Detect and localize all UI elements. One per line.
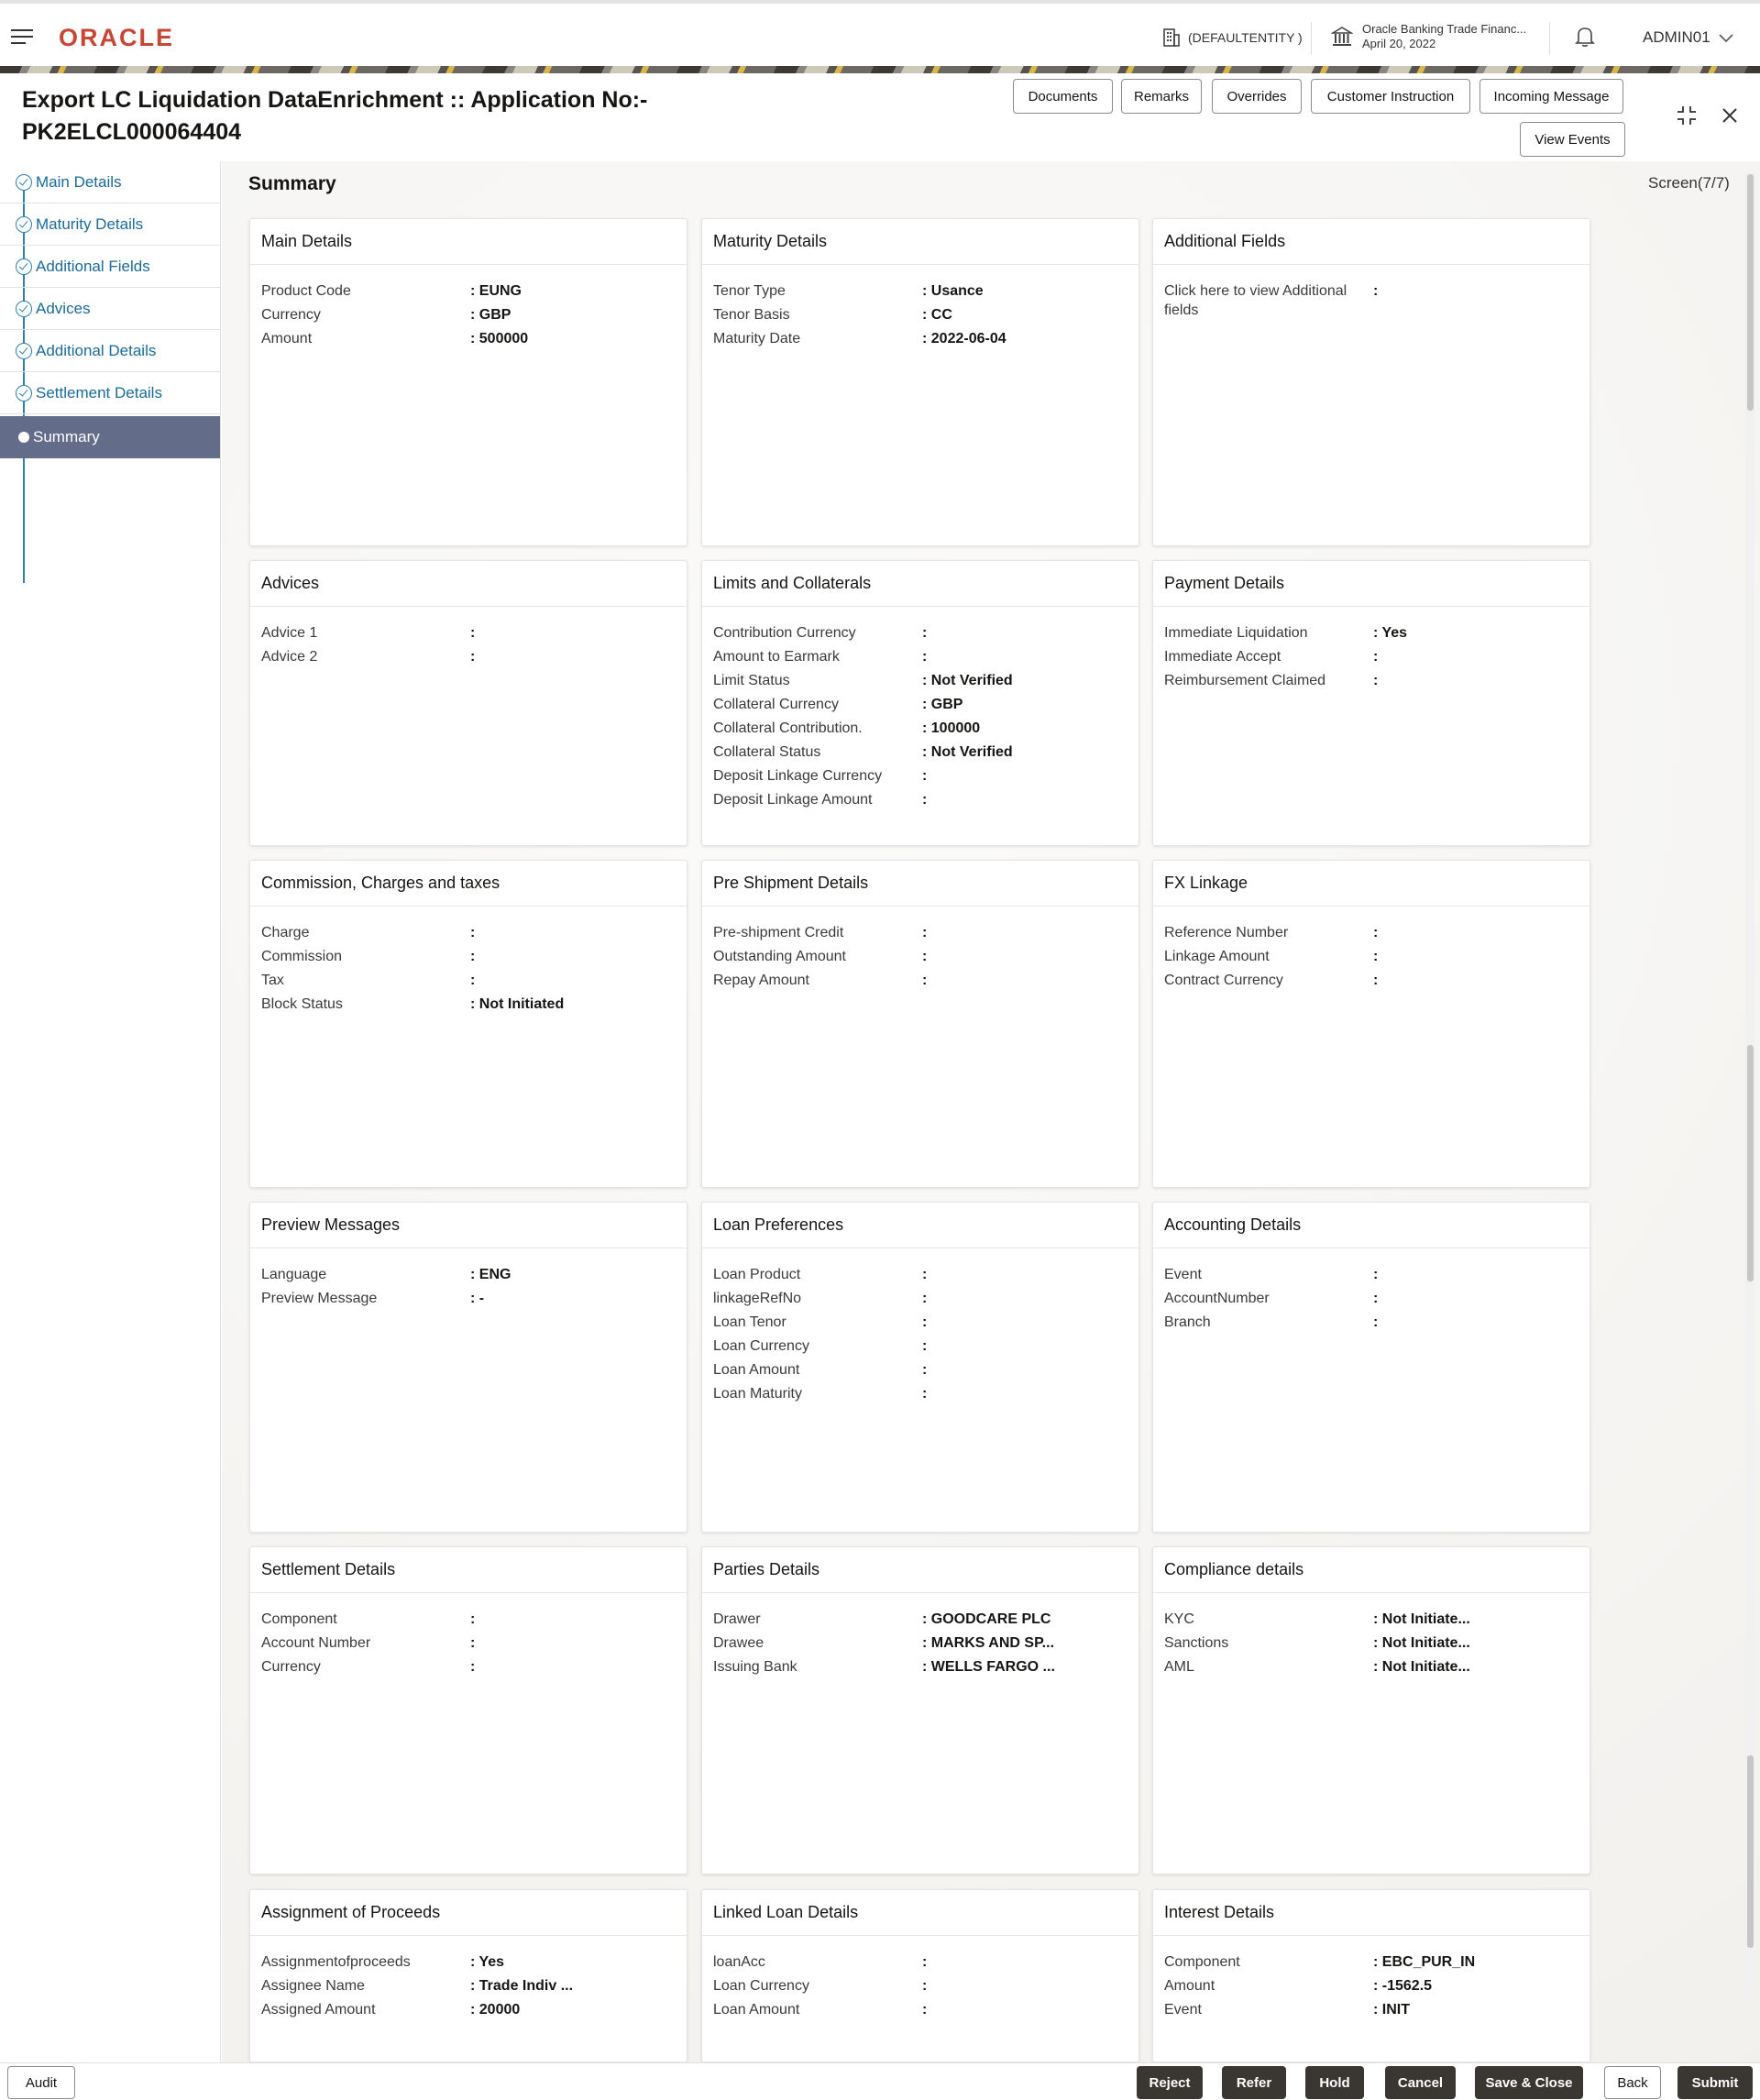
field-row xyxy=(702,1608,1138,1632)
field-row xyxy=(702,1974,1138,1998)
summary-card-linked-loan-details[interactable] xyxy=(701,1889,1139,2062)
field-row xyxy=(250,993,687,1017)
summary-title: Summary xyxy=(248,173,336,194)
field-value: : xyxy=(1373,283,1379,299)
field-label: Event xyxy=(1164,2002,1202,2018)
field-value: : GBP xyxy=(470,307,512,323)
card-title: Compliance details xyxy=(1153,1547,1590,1593)
field-label: Amount xyxy=(1164,1978,1216,1994)
field-value: : Trade Indiv ... xyxy=(470,1978,574,1994)
field-row xyxy=(702,945,1138,969)
field-value: : xyxy=(922,1954,928,1970)
field-row xyxy=(702,1632,1138,1655)
summary-card-main-details[interactable] xyxy=(249,218,688,546)
summary-card-loan-preferences[interactable] xyxy=(701,1202,1139,1533)
summary-card-interest-details[interactable] xyxy=(1152,1889,1590,2062)
field-row xyxy=(702,693,1138,717)
card-fields xyxy=(1153,1248,1590,1335)
hold-button[interactable]: Hold xyxy=(1305,2066,1364,2099)
sidebar-item-label: Settlement Details xyxy=(36,383,162,401)
field-value: : WELLS FARGO ... xyxy=(922,1659,1055,1675)
field-value: : Not Verified xyxy=(922,673,1013,688)
card-title: Pre Shipment Details xyxy=(702,861,1138,907)
field-label: Linkage Amount xyxy=(1164,949,1270,964)
field-label: Loan Product xyxy=(713,1267,801,1282)
summary-card-advices[interactable] xyxy=(249,560,688,846)
check-circle-icon xyxy=(16,385,32,401)
card-fields xyxy=(702,607,1138,812)
field-row xyxy=(1153,1608,1590,1632)
sidebar-item-label: Summary xyxy=(33,428,100,445)
field-value: : GOODCARE PLC xyxy=(922,1611,1051,1627)
field-label: Pre-shipment Credit xyxy=(713,925,844,940)
field-row xyxy=(702,280,1138,303)
card-fields xyxy=(250,265,687,351)
field-row xyxy=(702,1382,1138,1406)
field-label: Amount to Earmark xyxy=(713,649,840,665)
field-value: : xyxy=(470,1635,476,1651)
card-title: Maturity Details xyxy=(702,219,1138,265)
field-label: Loan Currency xyxy=(713,1338,809,1354)
summary-card-compliance-details[interactable] xyxy=(1152,1546,1590,1875)
field-label: loanAcc xyxy=(713,1954,765,1970)
field-value: : xyxy=(922,949,928,964)
field-row xyxy=(702,741,1138,764)
field-value: : Not Initiate... xyxy=(1373,1635,1470,1651)
field-value: : xyxy=(470,1659,476,1675)
field-row xyxy=(1153,1632,1590,1655)
field-row xyxy=(702,1655,1138,1679)
sidebar-item-label: Maturity Details xyxy=(36,214,144,233)
card-fields xyxy=(250,1593,687,1679)
field-row xyxy=(702,1287,1138,1311)
card-fields xyxy=(250,607,687,669)
field-row xyxy=(250,1974,687,1998)
notification-bell-icon[interactable] xyxy=(1575,26,1595,52)
field-value: : xyxy=(922,792,928,808)
card-title: Main Details xyxy=(250,219,687,265)
refer-button[interactable]: Refer xyxy=(1222,2066,1286,2099)
field-row xyxy=(250,645,687,669)
header-divider xyxy=(1549,22,1550,55)
submit-button[interactable]: Submit xyxy=(1678,2066,1753,2099)
sidebar-item-additional-details[interactable] xyxy=(0,330,220,372)
field-value: : Yes xyxy=(470,1954,505,1970)
field-row xyxy=(1153,645,1590,669)
field-label: Maturity Date xyxy=(713,331,801,346)
card-title: Settlement Details xyxy=(250,1547,687,1593)
customer-instruction-button[interactable]: Customer Instruction xyxy=(1311,79,1470,114)
summary-card-fx-linkage[interactable] xyxy=(1152,860,1590,1188)
field-value: : xyxy=(470,625,476,641)
page-title-line1: Export LC Liquidation DataEnrichment :: Application No:- xyxy=(22,87,648,113)
close-icon[interactable] xyxy=(1722,107,1738,124)
field-label: Immediate Liquidation xyxy=(1164,625,1308,641)
field-label: Drawer xyxy=(713,1611,761,1627)
field-row xyxy=(250,621,687,645)
field-row xyxy=(702,621,1138,645)
sidebar-item-label: Additional Details xyxy=(36,341,157,359)
field-label: Loan Currency xyxy=(713,1978,809,1994)
page-title xyxy=(22,84,719,148)
field-value: : xyxy=(1373,649,1379,665)
field-row xyxy=(702,1998,1138,2022)
sidebar-item-settlement-details[interactable] xyxy=(0,372,220,414)
check-circle-icon xyxy=(16,258,32,275)
field-row xyxy=(1153,921,1590,945)
check-circle-icon xyxy=(16,174,32,191)
card-fields xyxy=(702,1936,1138,2022)
field-label: linkageRefNo xyxy=(713,1291,802,1306)
field-label: Tenor Basis xyxy=(713,307,790,323)
field-value: : xyxy=(922,625,928,641)
field-row xyxy=(1153,669,1590,693)
documents-button[interactable]: Documents xyxy=(1013,79,1113,114)
card-title: Limits and Collaterals xyxy=(702,561,1138,607)
field-label: Deposit Linkage Amount xyxy=(713,792,873,808)
scrollbar-thumb[interactable] xyxy=(1747,1755,1754,1948)
field-value: : 2022-06-04 xyxy=(922,331,1006,346)
field-value: : xyxy=(1373,1291,1379,1306)
field-value: : Not Verified xyxy=(922,744,1013,760)
field-label: Collateral Currency xyxy=(713,697,839,712)
field-value: : GBP xyxy=(922,697,963,712)
field-row xyxy=(250,1951,687,1974)
field-row xyxy=(702,1311,1138,1335)
field-row xyxy=(702,669,1138,693)
field-value: : xyxy=(1373,1267,1379,1282)
field-row xyxy=(250,1632,687,1655)
field-label: Loan Tenor xyxy=(713,1314,786,1330)
summary-card-settlement-details[interactable] xyxy=(249,1546,688,1875)
menu-icon[interactable] xyxy=(11,29,33,46)
card-fields xyxy=(1153,907,1590,993)
field-value: : MARKS AND SP... xyxy=(922,1635,1055,1651)
sidebar-item-maturity-details[interactable] xyxy=(0,203,220,246)
field-value: : -1562.5 xyxy=(1373,1978,1433,1994)
card-title: Parties Details xyxy=(702,1547,1138,1593)
field-row xyxy=(250,969,687,993)
summary-card-payment-details[interactable] xyxy=(1152,560,1590,846)
card-title: Commission, Charges and taxes xyxy=(250,861,687,907)
entity-selector[interactable] xyxy=(1162,27,1303,48)
summary-card-assignment-of-proceeds[interactable] xyxy=(249,1889,688,2062)
summary-card-accounting-details[interactable] xyxy=(1152,1202,1590,1533)
field-row xyxy=(1153,1287,1590,1311)
scrollbar-thumb[interactable] xyxy=(1747,174,1754,411)
audit-button[interactable]: Audit xyxy=(7,2066,75,2099)
field-label: Branch xyxy=(1164,1314,1211,1330)
card-fields xyxy=(250,1248,687,1311)
field-label: Product Code xyxy=(261,283,351,299)
field-value: : xyxy=(922,1362,928,1378)
field-value: : xyxy=(470,649,476,665)
field-value: : xyxy=(1373,673,1379,688)
field-label: Deposit Linkage Currency xyxy=(713,768,883,784)
sidebar-item-label: Main Details xyxy=(36,172,122,191)
card-title: Payment Details xyxy=(1153,561,1590,607)
card-fields xyxy=(250,1936,687,2022)
header-divider xyxy=(1311,22,1312,55)
field-value: : xyxy=(470,949,476,964)
field-value: : xyxy=(1373,1314,1379,1330)
field-label: Advice 2 xyxy=(261,649,318,665)
field-label: KYC xyxy=(1164,1611,1194,1627)
field-row xyxy=(250,280,687,303)
field-row xyxy=(1153,621,1590,645)
field-label: Drawee xyxy=(713,1635,764,1651)
field-row xyxy=(250,945,687,969)
field-value: : xyxy=(922,925,928,940)
screen-counter: Screen(7/7) xyxy=(1648,174,1730,192)
card-title: FX Linkage xyxy=(1153,861,1590,907)
card-title: Accounting Details xyxy=(1153,1203,1590,1248)
field-label: Tax xyxy=(261,973,284,988)
card-fields xyxy=(1153,1593,1590,1679)
field-value: : xyxy=(922,1338,928,1354)
field-row xyxy=(1153,969,1590,993)
bank-icon xyxy=(1331,26,1353,48)
user-name: ADMIN01 xyxy=(1643,28,1710,46)
field-row xyxy=(1153,1311,1590,1335)
card-fields xyxy=(1153,1936,1590,2022)
chevron-down-icon xyxy=(1718,32,1734,43)
card-title: Advices xyxy=(250,561,687,607)
check-circle-icon xyxy=(16,343,32,359)
overrides-button[interactable]: Overrides xyxy=(1212,79,1302,114)
user-menu[interactable] xyxy=(1643,28,1734,47)
field-row xyxy=(702,1358,1138,1382)
field-value: : xyxy=(470,925,476,940)
oracle-logo: ORACLE xyxy=(59,24,174,51)
field-row xyxy=(1153,1951,1590,1974)
field-row xyxy=(250,921,687,945)
field-value: : xyxy=(922,768,928,784)
card-fields xyxy=(1153,607,1590,693)
field-value: : xyxy=(922,1267,928,1282)
field-label: Assigned Amount xyxy=(261,2002,376,2018)
back-button[interactable]: Back xyxy=(1604,2066,1661,2099)
field-label: Issuing Bank xyxy=(713,1659,798,1675)
card-fields xyxy=(702,907,1138,993)
card-fields xyxy=(702,265,1138,351)
field-value: : Not Initiated xyxy=(470,996,565,1012)
card-title: Additional Fields xyxy=(1153,219,1590,265)
sidebar-item-main-details[interactable] xyxy=(0,161,220,203)
field-value: : - xyxy=(470,1291,485,1306)
save-close-button[interactable]: Save & Close xyxy=(1475,2066,1583,2099)
field-row xyxy=(250,1263,687,1287)
field-label: Immediate Accept xyxy=(1164,649,1282,665)
card-fields xyxy=(250,907,687,1017)
field-label: Contract Currency xyxy=(1164,973,1283,988)
field-row xyxy=(1153,280,1590,320)
sidebar-item-label: Additional Fields xyxy=(36,257,150,275)
field-row xyxy=(702,645,1138,669)
field-label: Event xyxy=(1164,1267,1202,1282)
field-label: Reimbursement Claimed xyxy=(1164,673,1326,688)
field-label: AML xyxy=(1164,1659,1194,1675)
field-label: Sanctions xyxy=(1164,1635,1229,1651)
field-value: : ENG xyxy=(470,1267,512,1282)
field-label: Block Status xyxy=(261,996,343,1012)
field-value: : 20000 xyxy=(470,2002,521,2018)
field-label: Account Number xyxy=(261,1635,371,1651)
field-row xyxy=(250,1998,687,2022)
sidebar-item-additional-fields[interactable] xyxy=(0,246,220,288)
field-row xyxy=(702,969,1138,993)
field-row xyxy=(702,1263,1138,1287)
field-label: Collateral Status xyxy=(713,744,821,760)
sidebar-item-advices[interactable] xyxy=(0,288,220,330)
field-label: Language xyxy=(261,1267,327,1282)
field-label: Loan Amount xyxy=(713,2002,800,2018)
field-value: : xyxy=(922,1291,928,1306)
field-label: Component xyxy=(261,1611,337,1627)
bank-selector[interactable] xyxy=(1331,22,1526,51)
field-value: : xyxy=(470,1611,476,1627)
field-row xyxy=(702,921,1138,945)
reject-button[interactable]: Reject xyxy=(1137,2066,1203,2099)
incoming-message-button[interactable]: Incoming Message xyxy=(1480,79,1623,114)
field-label[interactable]: Click here to view Additional fields xyxy=(1164,283,1348,318)
field-value: : CC xyxy=(922,307,952,323)
field-row xyxy=(1153,1974,1590,1998)
card-fields xyxy=(702,1593,1138,1679)
field-row xyxy=(702,1951,1138,1974)
field-row xyxy=(1153,1998,1590,2022)
field-label: Reference Number xyxy=(1164,925,1289,940)
summary-card-additional-fields[interactable] xyxy=(1152,218,1590,546)
check-circle-icon xyxy=(16,216,32,233)
top-header xyxy=(0,0,1760,66)
cancel-button[interactable]: Cancel xyxy=(1385,2066,1456,2099)
summary-card-pre-shipment-details[interactable] xyxy=(701,860,1139,1188)
card-title: Interest Details xyxy=(1153,1890,1590,1936)
field-value: : xyxy=(922,1314,928,1330)
collapse-icon[interactable] xyxy=(1676,104,1698,126)
summary-card-commission-charges-and-taxes[interactable] xyxy=(249,860,688,1188)
field-label: Amount xyxy=(261,331,313,346)
card-fields xyxy=(702,1248,1138,1406)
field-value: : 500000 xyxy=(470,331,529,346)
field-value: : 100000 xyxy=(922,720,981,736)
field-label: Loan Maturity xyxy=(713,1386,802,1402)
field-row xyxy=(1153,1655,1590,1679)
field-value: : Yes xyxy=(1373,625,1408,641)
field-label: Limit Status xyxy=(713,673,790,688)
field-row xyxy=(250,1287,687,1311)
field-value: : xyxy=(1373,973,1379,988)
field-value: : xyxy=(1373,949,1379,964)
field-value: : Not Initiate... xyxy=(1373,1611,1470,1627)
summary-card-parties-details[interactable] xyxy=(701,1546,1139,1875)
entity-label: (DEFAULTENTITY ) xyxy=(1188,30,1303,45)
field-row xyxy=(250,303,687,327)
view-events-button[interactable]: View Events xyxy=(1520,122,1625,157)
field-label: Repay Amount xyxy=(713,973,809,988)
field-value: : xyxy=(1373,925,1379,940)
application-number: PK2ELCL000064404 xyxy=(22,119,242,145)
field-label: Component xyxy=(1164,1954,1240,1970)
field-label: Collateral Contribution. xyxy=(713,720,863,736)
field-row xyxy=(702,717,1138,741)
field-row xyxy=(702,764,1138,788)
field-value: : Not Initiate... xyxy=(1373,1659,1470,1675)
step-navigation xyxy=(0,161,221,2068)
field-row xyxy=(250,1655,687,1679)
field-label: Commission xyxy=(261,949,343,964)
summary-card-preview-messages[interactable] xyxy=(249,1202,688,1533)
field-value: : EUNG xyxy=(470,283,522,299)
field-label: Loan Amount xyxy=(713,1362,800,1378)
field-row xyxy=(1153,945,1590,969)
field-label: Currency xyxy=(261,1659,321,1675)
window-controls xyxy=(1676,104,1738,126)
field-value: : xyxy=(922,1978,928,1994)
field-label: Contribution Currency xyxy=(713,625,856,641)
header-banner-strip xyxy=(0,66,1760,73)
field-label: Assignee Name xyxy=(261,1978,365,1994)
field-value: : INIT xyxy=(1373,2002,1410,2018)
field-value: : Usance xyxy=(922,283,984,299)
current-step-dot-icon xyxy=(18,432,29,443)
card-title: Loan Preferences xyxy=(702,1203,1138,1248)
field-value: : EBC_PUR_IN xyxy=(1373,1954,1476,1970)
field-value: : xyxy=(922,649,928,665)
field-row xyxy=(702,303,1138,327)
remarks-button[interactable]: Remarks xyxy=(1121,79,1202,114)
field-label: AccountNumber xyxy=(1164,1291,1270,1306)
sidebar-item-summary[interactable] xyxy=(0,416,220,458)
field-row xyxy=(702,788,1138,812)
field-value: : xyxy=(922,2002,928,2018)
field-label: Advice 1 xyxy=(261,625,318,641)
field-row xyxy=(702,327,1138,351)
scrollbar-thumb[interactable] xyxy=(1747,1045,1754,1281)
card-fields xyxy=(1153,265,1590,320)
bank-date: April 20, 2022 xyxy=(1362,37,1436,50)
summary-card-limits-and-collaterals[interactable] xyxy=(701,560,1139,846)
field-label: Currency xyxy=(261,307,321,323)
field-row xyxy=(702,1335,1138,1358)
card-title: Preview Messages xyxy=(250,1203,687,1248)
field-row xyxy=(250,1608,687,1632)
check-circle-icon xyxy=(16,301,32,317)
field-row xyxy=(1153,1263,1590,1287)
field-label: Assignmentofproceeds xyxy=(261,1954,411,1970)
bank-name: Oracle Banking Trade Financ... xyxy=(1362,22,1527,36)
field-value: : xyxy=(470,973,476,988)
summary-card-maturity-details[interactable] xyxy=(701,218,1139,546)
field-value: : xyxy=(922,1386,928,1402)
field-label: Charge xyxy=(261,925,310,940)
sidebar-item-label: Advices xyxy=(36,299,91,317)
field-label: Preview Message xyxy=(261,1291,378,1306)
card-title: Assignment of Proceeds xyxy=(250,1890,687,1936)
field-value: : xyxy=(922,973,928,988)
field-label: Tenor Type xyxy=(713,283,786,299)
building-icon xyxy=(1162,27,1181,48)
card-title: Linked Loan Details xyxy=(702,1890,1138,1936)
field-label: Outstanding Amount xyxy=(713,949,846,964)
field-row xyxy=(250,327,687,351)
